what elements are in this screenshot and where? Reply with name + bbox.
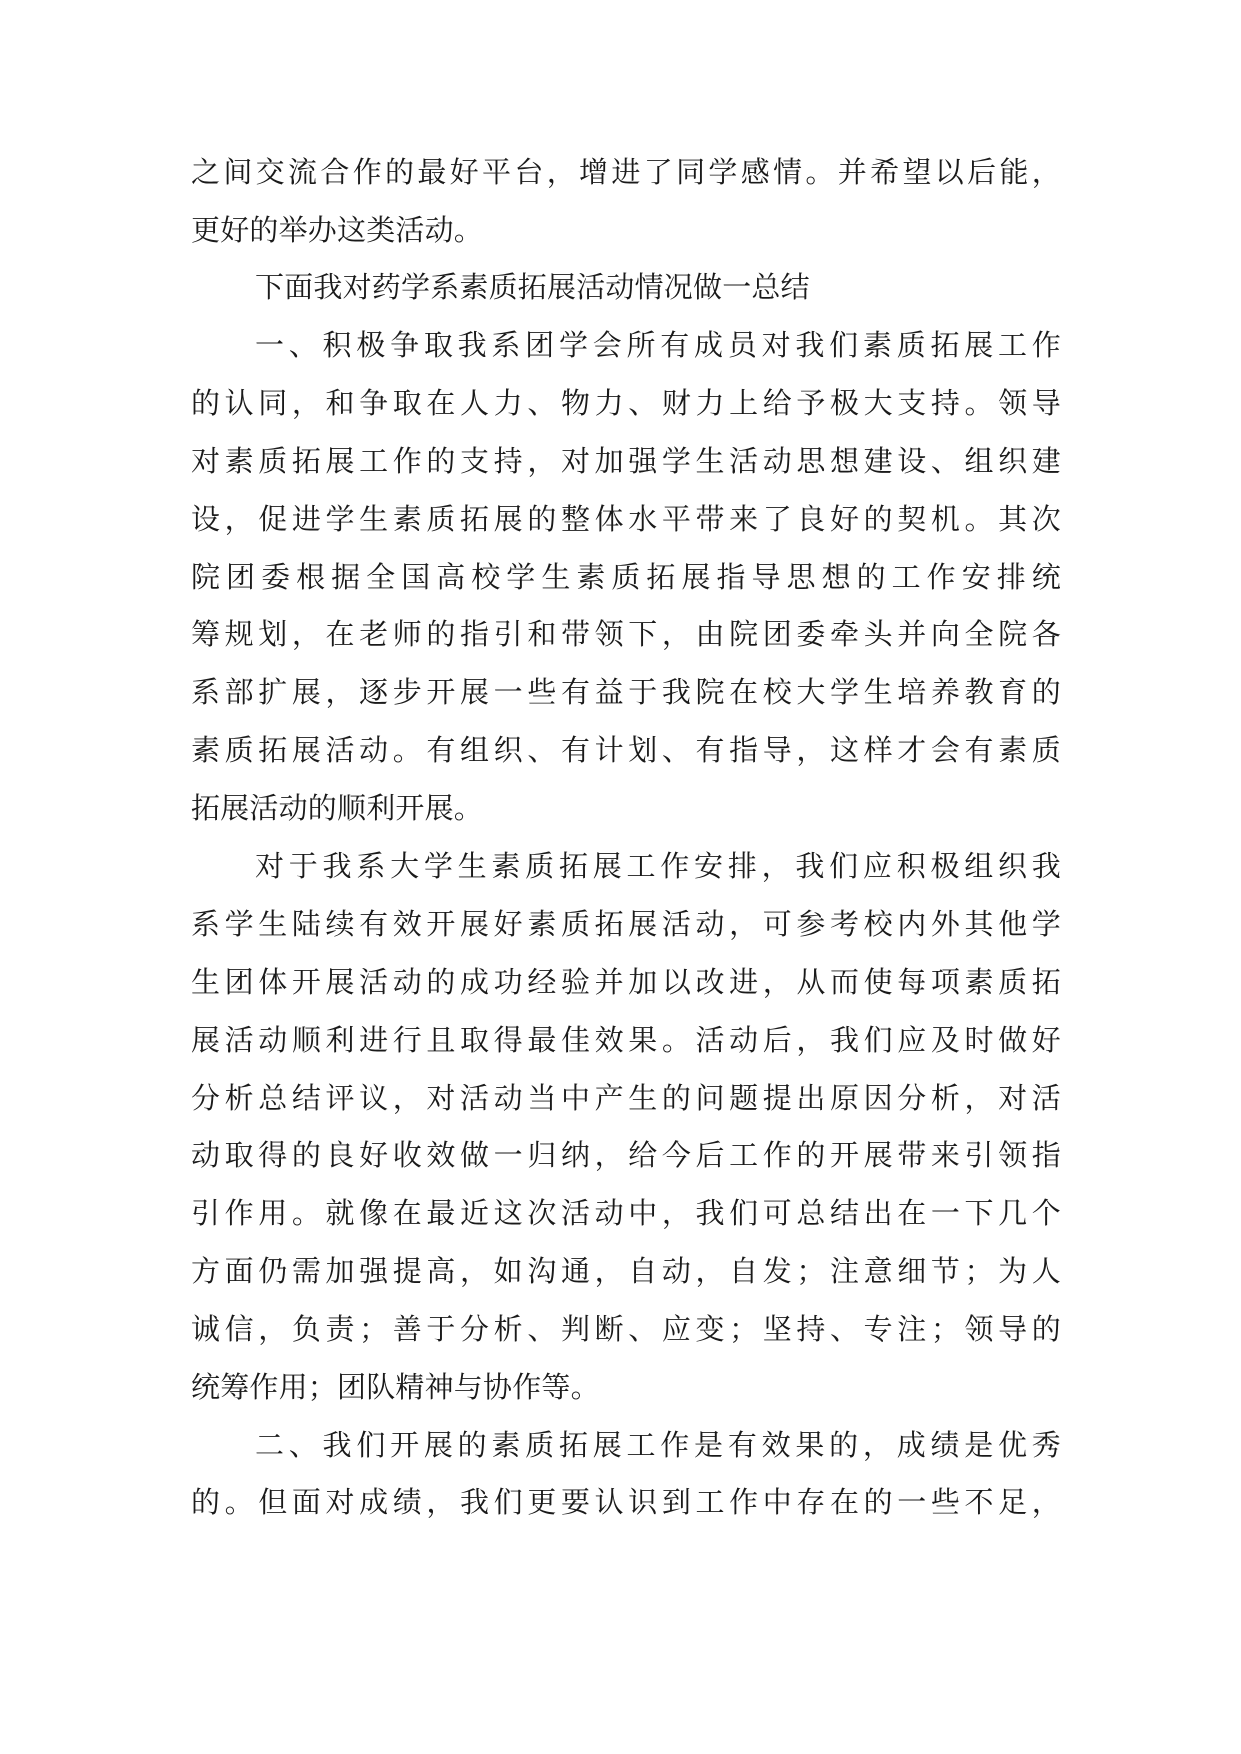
text-line: 分析总结评议，对活动当中产生的问题提出原因分析，对活	[191, 1081, 1061, 1115]
text-line: 院团委根据全国高校学生素质拓展指导思想的工作安排统	[191, 560, 1061, 594]
text-line: 系部扩展，逐步开展一些有益于我院在校大学生培养教育的	[191, 675, 1061, 709]
text-line: 方面仍需加强提高，如沟通，自动，自发；注意细节；为人	[191, 1254, 1061, 1288]
text-line: 之间交流合作的最好平台，增进了同学感情。并希望以后能，	[191, 155, 1061, 189]
text-line: 生团体开展活动的成功经验并加以改进，从而使每项素质拓	[191, 965, 1061, 999]
text-line: 的认同，和争取在人力、物力、财力上给予极大支持。领导	[191, 386, 1061, 420]
text-line: 更好的举办这类活动。	[191, 213, 484, 247]
text-line: 一、积极争取我系团学会所有成员对我们素质拓展工作	[255, 328, 1061, 362]
text-line: 二、我们开展的素质拓展工作是有效果的，成绩是优秀	[255, 1428, 1061, 1462]
text-line: 设，促进学生素质拓展的整体水平带来了良好的契机。其次	[191, 502, 1061, 536]
text-line: 动取得的良好收效做一归纳，给今后工作的开展带来引领指	[191, 1138, 1061, 1172]
text-line: 的。但面对成绩，我们更要认识到工作中存在的一些不足，	[191, 1485, 1061, 1519]
text-line: 统筹作用；团队精神与协作等。	[191, 1370, 600, 1404]
text-line: 对素质拓展工作的支持，对加强学生活动思想建设、组织建	[191, 444, 1061, 478]
text-line: 筹规划，在老师的指引和带领下，由院团委牵头并向全院各	[191, 617, 1061, 651]
text-line: 展活动顺利进行且取得最佳效果。活动后，我们应及时做好	[191, 1023, 1061, 1057]
text-line: 对于我系大学生素质拓展工作安排，我们应积极组织我	[255, 849, 1061, 883]
text-line: 引作用。就像在最近这次活动中，我们可总结出在一下几个	[191, 1196, 1061, 1230]
text-line: 诚信，负责；善于分析、判断、应变；坚持、专注；领导的	[191, 1312, 1061, 1346]
text-line: 拓展活动的顺利开展。	[191, 791, 484, 825]
text-line: 素质拓展活动。有组织、有计划、有指导，这样才会有素质	[191, 733, 1061, 767]
text-line: 系学生陆续有效开展好素质拓展活动，可参考校内外其他学	[191, 907, 1061, 941]
paragraph-heading: 下面我对药学系素质拓展活动情况做一总结	[255, 270, 810, 304]
